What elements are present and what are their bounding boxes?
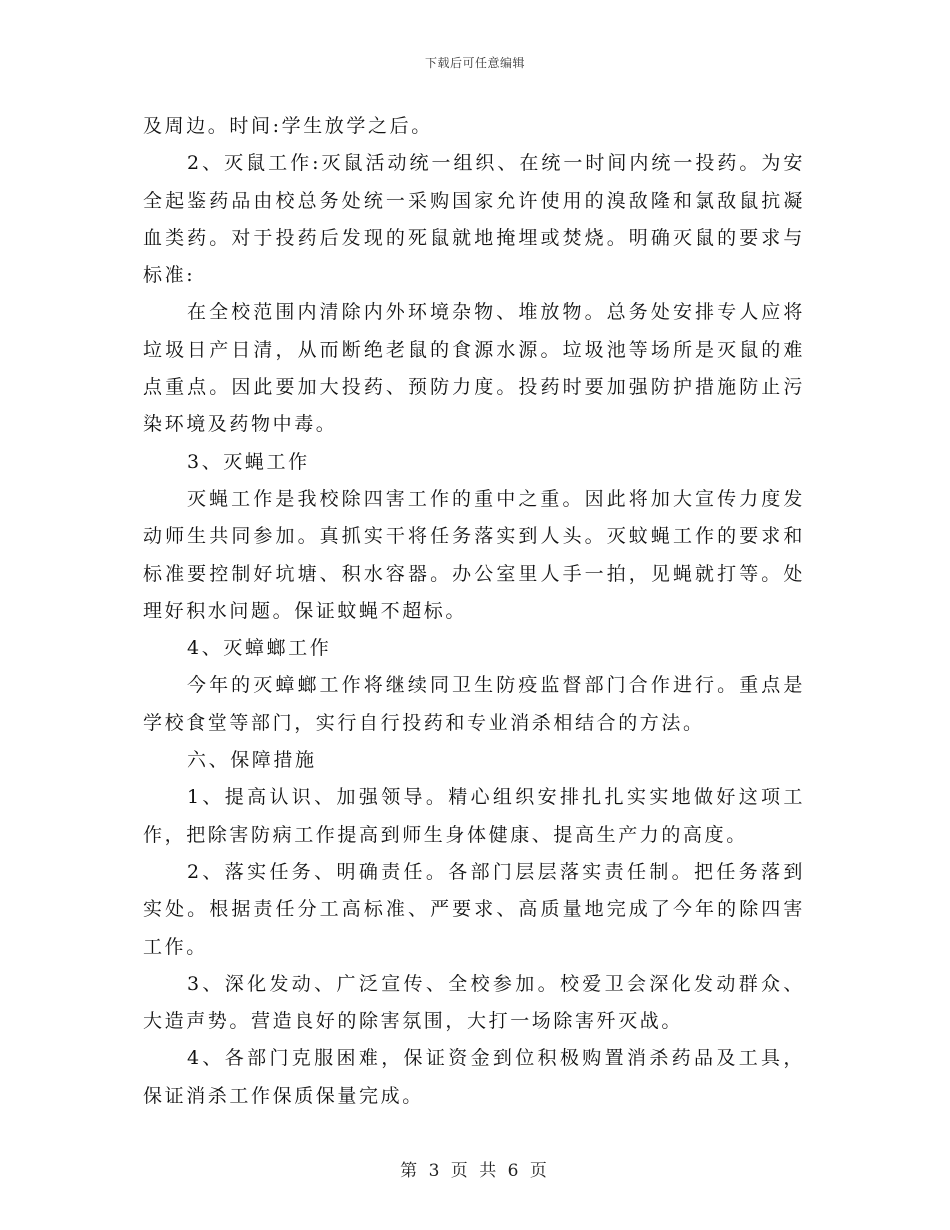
section-heading: 4、灭蟑螂工作	[187, 637, 332, 660]
page-header: 下载后可任意编辑	[424, 56, 525, 70]
paragraph: 4、各部门克服困难，保证资金到位积极购置消杀药品及工具，保证消杀工作保质保量完成。	[143, 1047, 805, 1107]
document-body	[143, 108, 805, 1115]
section-heading: 六、保障措施	[187, 749, 317, 772]
paragraph: 2、灭鼠工作:灭鼠活动统一组织、在统一时间内统一投药。为安全起鉴药品由校总务处统一采购国家允许使用的溴敌隆和氯敌鼠抗凝血类药。对于投药后发现的死鼠就地掩埋或焚烧。明确灭鼠的要求与标准:	[143, 152, 805, 287]
paragraph: 及周边。时间:学生放学之后。	[143, 115, 433, 137]
page-number-footer: 第 3 页 共 6 页	[400, 1161, 550, 1181]
section-heading: 3、灭蝇工作	[187, 450, 310, 473]
paragraph: 在全校范围内清除内外环境杂物、堆放物。总务处安排专人应将垃圾日产日清，从而断绝老鼠的食源水源。垃圾池等场所是灭鼠的难点重点。因此要加大投药、预防力度。投药时要加强防护措施防止污染环境及药物中毒。	[143, 301, 805, 436]
paragraph: 1、提高认识、加强领导。精心组织安排扎扎实实地做好这项工作，把除害防病工作提高到师生身体健康、提高生产力的高度。	[143, 786, 805, 846]
paragraph: 2、落实任务、明确责任。各部门层层落实责任制。把任务落到实处。根据责任分工高标准、严要求、高质量地完成了今年的除四害工作。	[143, 860, 805, 958]
paragraph: 灭蝇工作是我校除四害工作的重中之重。因此将加大宣传力度发动师生共同参加。真抓实干将任务落实到人头。灭蚊蝇工作的要求和标准要控制好坑塘、积水容器。办公室里人手一拍，见蝇就打等。处理好积水问题。保证蚊蝇不超标。	[143, 487, 805, 622]
paragraph: 今年的灭蟑螂工作将继续同卫生防疫监督部门合作进行。重点是学校食堂等部门，实行自行投药和专业消杀相结合的方法。	[143, 674, 805, 734]
paragraph: 3、深化发动、广泛宣传、全校参加。校爱卫会深化发动群众、大造声势。营造良好的除害氛围，大打一场除害歼灭战。	[143, 972, 805, 1033]
